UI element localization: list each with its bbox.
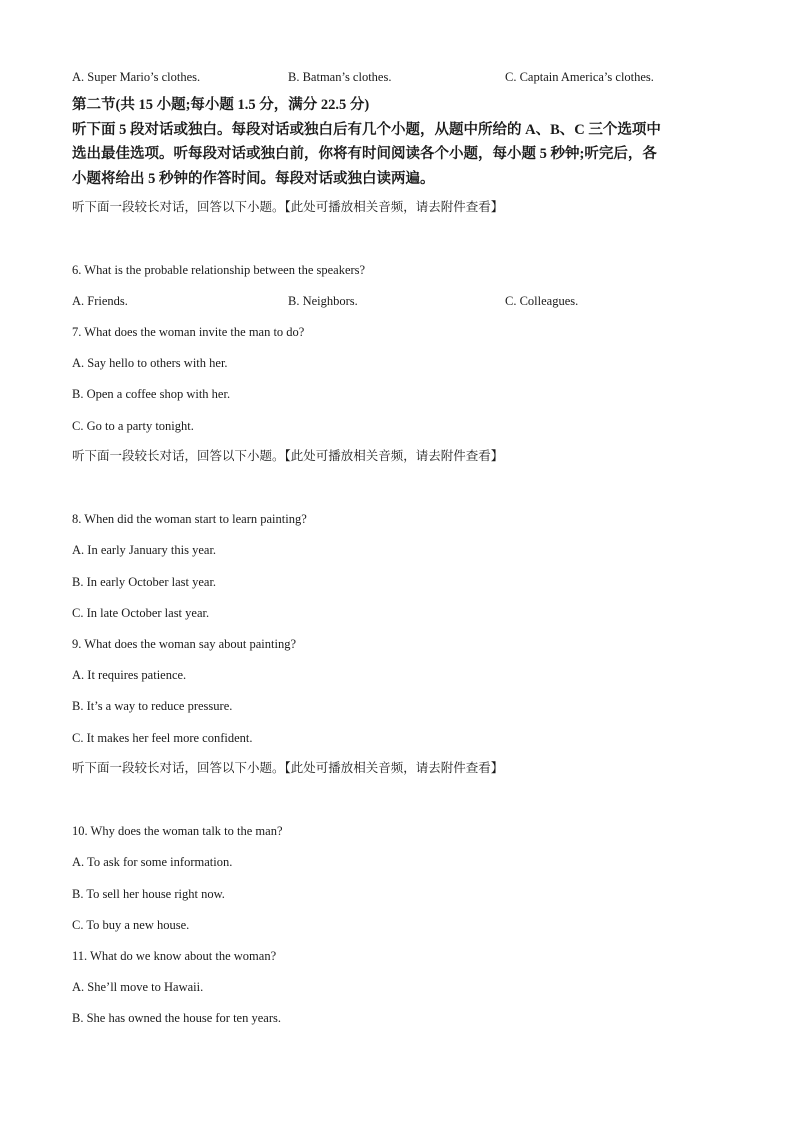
- q6-option-a: A. Friends.: [72, 294, 128, 308]
- q10-option-c: C. To buy a new house.: [72, 918, 190, 932]
- q7-question: 7. What does the woman invite the man to do?: [72, 325, 305, 339]
- q5-option-c: C. Captain America’s clothes.: [505, 70, 654, 84]
- dialogue-note: 听下面一段较长对话，回答以下小题。【此处可播放相关音频，请去附件查看】: [72, 448, 504, 463]
- q6-question: 6. What is the probable relationship between the speakers?: [72, 263, 366, 277]
- q9-option-c: C. It makes her feel more confident.: [72, 731, 253, 745]
- q10-question: 10. Why does the woman talk to the man?: [72, 824, 283, 838]
- section2-heading: 第二节(共 15 小题;每小题 1.5 分，满分 22.5 分): [72, 97, 370, 113]
- q6-option-b: B. Neighbors.: [288, 294, 358, 308]
- section2-instruction-1: 听下面 5 段对话或独白。每段对话或独白后有几个小题，从题中所给的 A、B、C 三个选项中: [72, 122, 661, 138]
- q10-option-a: A. To ask for some information.: [72, 855, 233, 869]
- section2-instruction-3: 小题将给出 5 秒钟的作答时间。每段对话或独白读两遍。: [72, 171, 435, 187]
- q5-option-b: B. Batman’s clothes.: [288, 70, 392, 84]
- section2-instruction-2: 选出最佳选项。听每段对话或独白前，你将有时间阅读各个小题，每小题 5 秒钟;听完后，各: [72, 146, 657, 162]
- q7-option-a: A. Say hello to others with her.: [72, 356, 228, 370]
- dialogue-note: 听下面一段较长对话，回答以下小题。【此处可播放相关音频，请去附件查看】: [72, 760, 504, 775]
- q10-option-b: B. To sell her house right now.: [72, 887, 225, 901]
- q9-option-b: B. It’s a way to reduce pressure.: [72, 699, 233, 713]
- q6-option-c: C. Colleagues.: [505, 294, 579, 308]
- q8-option-b: B. In early October last year.: [72, 575, 217, 589]
- q7-option-b: B. Open a coffee shop with her.: [72, 387, 231, 401]
- q8-option-c: C. In late October last year.: [72, 606, 210, 620]
- q9-option-a: A. It requires patience.: [72, 668, 187, 682]
- q9-question: 9. What does the woman say about painting?: [72, 637, 297, 651]
- q5-option-a: A. Super Mario’s clothes.: [72, 70, 201, 84]
- q11-option-a: A. She’ll move to Hawaii.: [72, 980, 204, 994]
- q8-option-a: A. In early January this year.: [72, 543, 217, 557]
- dialogue-note: 听下面一段较长对话，回答以下小题。【此处可播放相关音频，请去附件查看】: [72, 199, 504, 214]
- q11-question: 11. What do we know about the woman?: [72, 949, 277, 963]
- q8-question: 8. When did the woman start to learn painting?: [72, 512, 307, 526]
- q7-option-c: C. Go to a party tonight.: [72, 419, 194, 433]
- q11-option-b: B. She has owned the house for ten years.: [72, 1011, 281, 1025]
